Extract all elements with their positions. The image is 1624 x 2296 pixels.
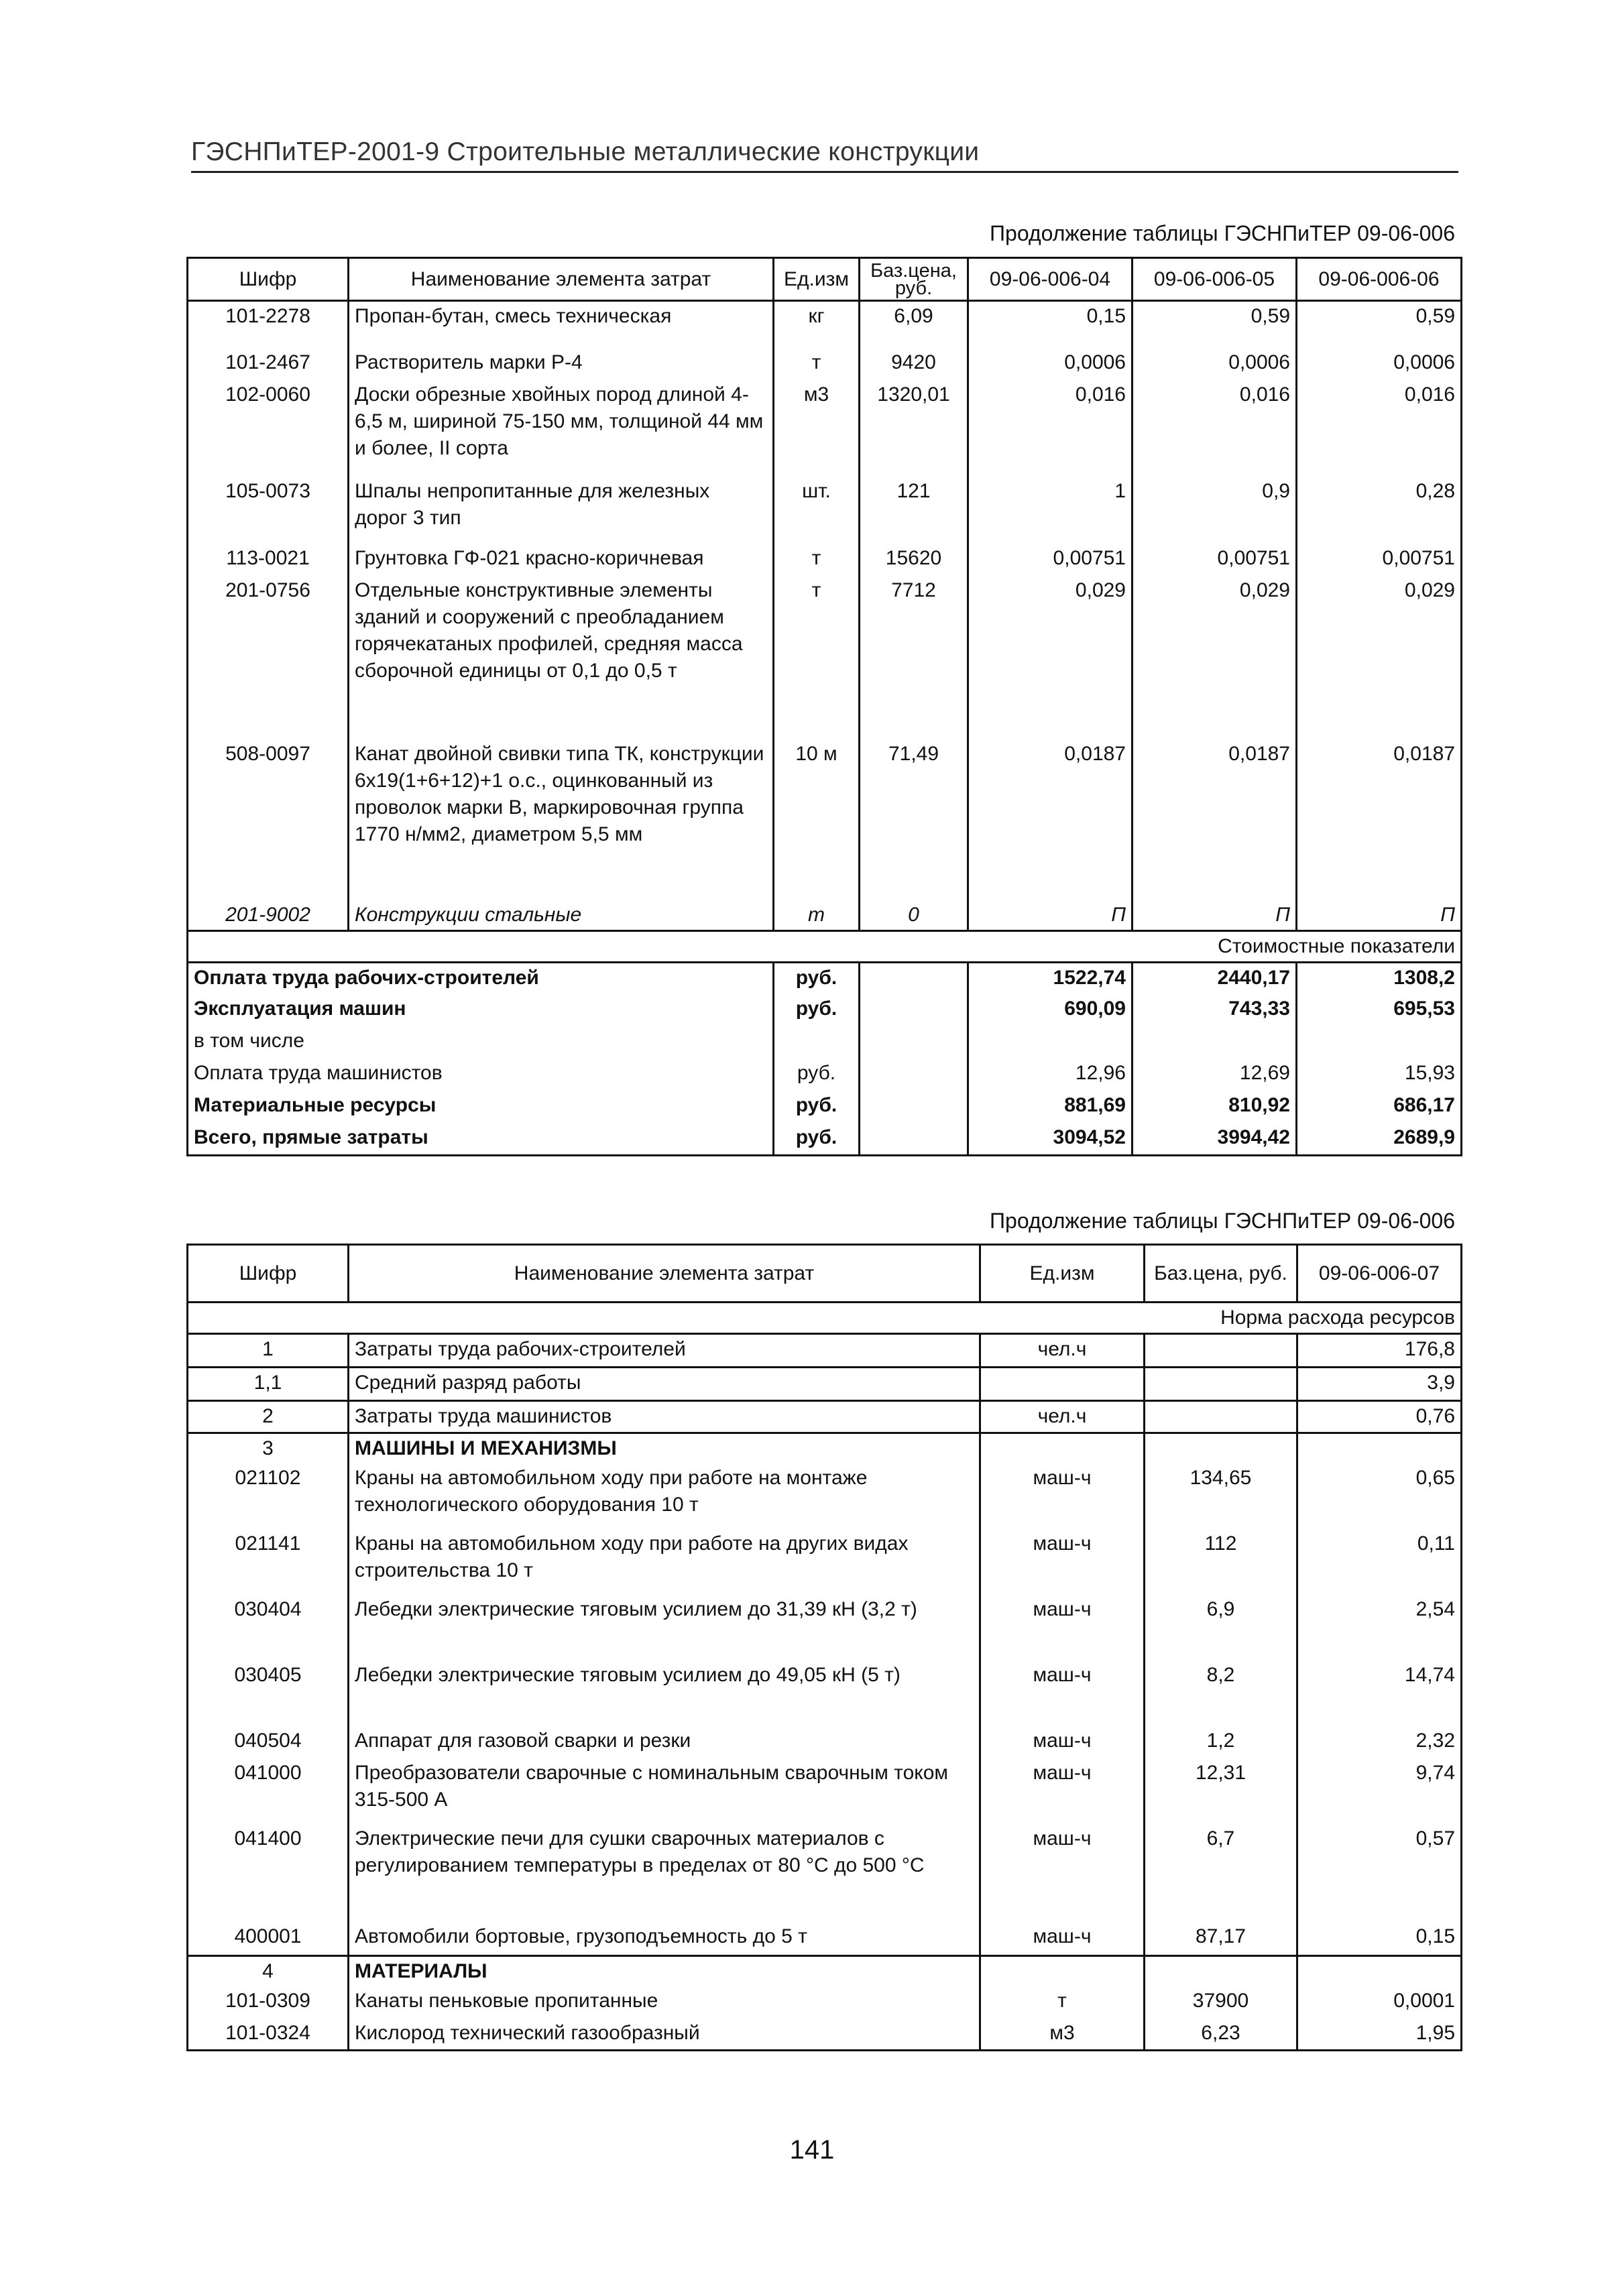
section-title: МАШИНЫ И МЕХАНИЗМЫ [349, 1433, 980, 1464]
cost-value: 881,69 [968, 1091, 1133, 1123]
row-value: 0,029 [1133, 576, 1297, 739]
page-number: 141 [789, 2135, 835, 2165]
table-row [188, 1758, 1462, 1824]
row-unit: т [774, 348, 860, 380]
row-unit: маш-ч [980, 1922, 1145, 1955]
row-value: 1,95 [1297, 2018, 1462, 2051]
table1-caption: Продолжение таблицы ГЭСНПиТЕР 09-06-006 [990, 221, 1455, 245]
row-price: 12,31 [1145, 1758, 1297, 1824]
row-name: Краны на автомобильном ходу при работе на других видах строительства 10 т [349, 1529, 980, 1595]
cost-name: Оплата труда рабочих-строителей [188, 962, 774, 994]
cost-value: 3994,42 [1133, 1123, 1297, 1155]
row-price: 6,9 [1145, 1595, 1297, 1660]
cost-name: Эксплуатация машин [188, 994, 774, 1026]
row-unit: маш-ч [980, 1824, 1145, 1922]
row-name: Грунтовка ГФ-021 красно-коричневая [349, 544, 774, 576]
row-unit: 10 м [774, 739, 860, 900]
row-name: Пропан-бутан, смесь техническая [349, 301, 774, 348]
row-unit: маш-ч [980, 1660, 1145, 1726]
column-header: Ед.изм [774, 258, 860, 301]
cost-unit: руб. [774, 962, 860, 994]
row-name: Краны на автомобильном ходу при работе на монтаже технологического оборудования 10 т [349, 1463, 980, 1529]
section-row [188, 1955, 1462, 1986]
row-value: 0,0187 [968, 739, 1133, 900]
table-row [188, 301, 1462, 348]
row-unit [980, 1368, 1145, 1401]
row-value: 0,0006 [1133, 348, 1297, 380]
column-header: Шифр [188, 1245, 349, 1303]
table-row [188, 2018, 1462, 2051]
column-header: 09-06-006-05 [1133, 258, 1297, 301]
row-name: Отдельные конструктивные элементы зданий и сооружений с преобладанием горячекатаных профилей, средняя масса сборочной единицы от 0,1 до 0,5 т [349, 576, 774, 739]
row-code: 201-0756 [188, 576, 349, 739]
row-code: 041400 [188, 1824, 349, 1922]
row-name: Затраты труда рабочих-строителей [349, 1334, 980, 1368]
row-unit [980, 1433, 1145, 1464]
running-header: ГЭСНПиТЕР-2001-9 Строительные металлические конструкции [191, 137, 980, 166]
row-value: 0,28 [1297, 477, 1462, 544]
row-code: 4 [188, 1955, 349, 1986]
column-header: Баз.цена, руб. [1145, 1245, 1297, 1303]
row-name: Преобразователи сварочные с номинальным сварочным током 315-500 А [349, 1758, 980, 1824]
row-code: 400001 [188, 1922, 349, 1955]
cost-value: 1308,2 [1297, 962, 1462, 994]
cost-row [188, 1123, 1462, 1155]
row-code: 030405 [188, 1660, 349, 1726]
row-unit: м3 [774, 380, 860, 477]
table-row [188, 1529, 1462, 1595]
row-value: 0,016 [1133, 380, 1297, 477]
row-price: 15620 [860, 544, 968, 576]
cost-unit: руб. [774, 1091, 860, 1123]
column-header: Наименование элемента затрат [349, 1245, 980, 1303]
table-row [188, 1824, 1462, 1922]
row-value: П [1297, 900, 1462, 931]
row-unit [980, 1955, 1145, 1986]
table2-header-row [188, 1245, 1462, 1303]
row-name: Кислород технический газообразный [349, 2018, 980, 2051]
row-value: 0,15 [1297, 1922, 1462, 1955]
row-unit: т [774, 900, 860, 931]
cost-caption: Стоимостные показатели [188, 930, 1462, 962]
row-name: Средний разряд работы [349, 1368, 980, 1401]
cost-value: 686,17 [1297, 1091, 1462, 1123]
row-value: 14,74 [1297, 1660, 1462, 1726]
cost-name: в том числе [188, 1026, 774, 1059]
row-price: 112 [1145, 1529, 1297, 1595]
row-price [1145, 1433, 1297, 1464]
row-price: 1,2 [1145, 1726, 1297, 1758]
row-price: 121 [860, 477, 968, 544]
column-header: Шифр [188, 258, 349, 301]
cost-row [188, 1026, 1462, 1059]
table-row [188, 380, 1462, 477]
row-value: 0,00751 [968, 544, 1133, 576]
row-value: 0,029 [968, 576, 1133, 739]
row-value: 0,00751 [1297, 544, 1462, 576]
row-value: 0,11 [1297, 1529, 1462, 1595]
row-price [1145, 1334, 1297, 1368]
row-price: 37900 [1145, 1986, 1297, 2018]
column-header: 09-06-006-04 [968, 258, 1133, 301]
row-price [1145, 1955, 1297, 1986]
row-code: 102-0060 [188, 380, 349, 477]
row-value: 0,0006 [968, 348, 1133, 380]
row-code: 030404 [188, 1595, 349, 1660]
table-row [188, 1595, 1462, 1660]
section-title: МАТЕРИАЛЫ [349, 1955, 980, 1986]
row-value: 1 [968, 477, 1133, 544]
column-header: Ед.изм [980, 1245, 1145, 1303]
table-row [188, 544, 1462, 576]
row-code: 201-9002 [188, 900, 349, 931]
table2-caption: Продолжение таблицы ГЭСНПиТЕР 09-06-006 [990, 1209, 1455, 1233]
row-unit: маш-ч [980, 1529, 1145, 1595]
row-price: 9420 [860, 348, 968, 380]
row-value: 0,00751 [1133, 544, 1297, 576]
column-header: Наименование элемента затрат [349, 258, 774, 301]
row-code: 508-0097 [188, 739, 349, 900]
row-name: Растворитель марки Р-4 [349, 348, 774, 380]
row-price: 8,2 [1145, 1660, 1297, 1726]
row-name: Конструкции стальные [349, 900, 774, 931]
cost-value [1133, 1026, 1297, 1059]
table-row [188, 348, 1462, 380]
row-unit: маш-ч [980, 1463, 1145, 1529]
row-name: Доски обрезные хвойных пород длиной 4-6,5 м, шириной 75-150 мм, толщиной 44 мм и более, II сорта [349, 380, 774, 477]
cost-value: 695,53 [1297, 994, 1462, 1026]
row-unit: шт. [774, 477, 860, 544]
cost-value [968, 1026, 1133, 1059]
row-name: Автомобили бортовые, грузоподъемность до 5 т [349, 1922, 980, 1955]
row-name: Лебедки электрические тяговым усилием до 49,05 кН (5 т) [349, 1660, 980, 1726]
row-value: 0,59 [1297, 301, 1462, 348]
row-value: П [1133, 900, 1297, 931]
row-value: 0,0001 [1297, 1986, 1462, 2018]
cost-unit: руб. [774, 994, 860, 1026]
table-row [188, 1334, 1462, 1368]
table1 [186, 257, 1462, 1156]
row-value: 0,76 [1297, 1401, 1462, 1433]
row-value: 0,15 [968, 301, 1133, 348]
table-row [188, 1463, 1462, 1529]
row-value: 0,0187 [1297, 739, 1462, 900]
row-unit: чел.ч [980, 1334, 1145, 1368]
cost-row [188, 1091, 1462, 1123]
table-row [188, 576, 1462, 739]
row-value: 0,9 [1133, 477, 1297, 544]
row-unit: маш-ч [980, 1726, 1145, 1758]
table2 [186, 1244, 1462, 2051]
row-name: Лебедки электрические тяговым усилием до 31,39 кН (3,2 т) [349, 1595, 980, 1660]
row-code: 105-0073 [188, 477, 349, 544]
cost-value: 743,33 [1133, 994, 1297, 1026]
cost-unit [774, 1026, 860, 1059]
row-code: 3 [188, 1433, 349, 1464]
cost-value: 690,09 [968, 994, 1133, 1026]
row-name: Затраты труда машинистов [349, 1401, 980, 1433]
row-unit: кг [774, 301, 860, 348]
row-price: 6,23 [1145, 2018, 1297, 2051]
cost-value: 12,96 [968, 1059, 1133, 1091]
row-value: 0,59 [1133, 301, 1297, 348]
row-price: 7712 [860, 576, 968, 739]
row-code: 040504 [188, 1726, 349, 1758]
norm-caption: Норма расхода ресурсов [188, 1303, 1462, 1334]
column-header: 09-06-006-07 [1297, 1245, 1462, 1303]
row-value: 0,57 [1297, 1824, 1462, 1922]
row-unit: т [774, 576, 860, 739]
header-rule [191, 171, 1458, 173]
table-row [188, 1401, 1462, 1433]
column-header: 09-06-006-06 [1297, 258, 1462, 301]
row-unit: маш-ч [980, 1595, 1145, 1660]
row-value: 2,32 [1297, 1726, 1462, 1758]
row-value: 0,65 [1297, 1463, 1462, 1529]
row-name: Канаты пеньковые пропитанные [349, 1986, 980, 2018]
row-price: 6,7 [1145, 1824, 1297, 1922]
table-row [188, 1368, 1462, 1401]
cost-unit: руб. [774, 1059, 860, 1091]
row-price: 71,49 [860, 739, 968, 900]
cost-value: 810,92 [1133, 1091, 1297, 1123]
row-value: 0,016 [1297, 380, 1462, 477]
cost-name: Оплата труда машинистов [188, 1059, 774, 1091]
row-unit: чел.ч [980, 1401, 1145, 1433]
row-code: 101-2467 [188, 348, 349, 380]
cost-value: 15,93 [1297, 1059, 1462, 1091]
cost-value: 2440,17 [1133, 962, 1297, 994]
row-value [1297, 1955, 1462, 1986]
cost-name: Материальные ресурсы [188, 1091, 774, 1123]
row-value [1297, 1433, 1462, 1464]
table-row [188, 1726, 1462, 1758]
row-value: П [968, 900, 1133, 931]
cost-row [188, 994, 1462, 1026]
row-name: Электрические печи для сушки сварочных материалов с регулированием температуры в пределах от 80 °С до 500 °С [349, 1824, 980, 1922]
table1-header-row [188, 258, 1462, 301]
row-code: 1 [188, 1334, 349, 1368]
row-value: 0,0006 [1297, 348, 1462, 380]
row-price: 0 [860, 900, 968, 931]
cost-row [188, 962, 1462, 994]
row-price: 6,09 [860, 301, 968, 348]
table-row [188, 900, 1462, 931]
row-value: 3,9 [1297, 1368, 1462, 1401]
row-unit: м3 [980, 2018, 1145, 2051]
row-value: 176,8 [1297, 1334, 1462, 1368]
norm-caption-row [188, 1303, 1462, 1334]
cost-value: 3094,52 [968, 1123, 1133, 1155]
table-row [188, 1660, 1462, 1726]
row-name: Канат двойной свивки типа ТК, конструкции 6х19(1+6+12)+1 о.с., оцинкованный из проволок марки В, маркировочная группа 1770 н/мм2, диаметром 5,5 мм [349, 739, 774, 900]
row-unit: маш-ч [980, 1758, 1145, 1824]
row-price [1145, 1368, 1297, 1401]
table-row [188, 739, 1462, 900]
row-value: 0,016 [968, 380, 1133, 477]
row-code: 041000 [188, 1758, 349, 1824]
row-price [1145, 1401, 1297, 1433]
row-code: 113-0021 [188, 544, 349, 576]
row-price: 87,17 [1145, 1922, 1297, 1955]
row-value: 9,74 [1297, 1758, 1462, 1824]
column-header: Баз.цена, руб. [860, 258, 968, 301]
row-value: 2,54 [1297, 1595, 1462, 1660]
cost-caption-row [188, 930, 1462, 962]
row-price: 134,65 [1145, 1463, 1297, 1529]
section-row [188, 1433, 1462, 1464]
table-row [188, 1986, 1462, 2018]
row-code: 021141 [188, 1529, 349, 1595]
table-row [188, 477, 1462, 544]
row-unit: т [980, 1986, 1145, 2018]
row-value: 0,029 [1297, 576, 1462, 739]
cost-value: 12,69 [1133, 1059, 1297, 1091]
row-name: Аппарат для газовой сварки и резки [349, 1726, 980, 1758]
cost-value: 2689,9 [1297, 1123, 1462, 1155]
row-price: 1320,01 [860, 380, 968, 477]
cost-value: 1522,74 [968, 962, 1133, 994]
row-code: 021102 [188, 1463, 349, 1529]
row-code: 101-0309 [188, 1986, 349, 2018]
row-code: 2 [188, 1401, 349, 1433]
row-value: 0,0187 [1133, 739, 1297, 900]
cost-name: Всего, прямые затраты [188, 1123, 774, 1155]
cost-value [1297, 1026, 1462, 1059]
row-unit: т [774, 544, 860, 576]
cost-row [188, 1059, 1462, 1091]
cost-unit: руб. [774, 1123, 860, 1155]
row-name: Шпалы непропитанные для железных дорог 3 тип [349, 477, 774, 544]
row-code: 101-2278 [188, 301, 349, 348]
row-code: 101-0324 [188, 2018, 349, 2051]
table-row [188, 1922, 1462, 1955]
row-code: 1,1 [188, 1368, 349, 1401]
